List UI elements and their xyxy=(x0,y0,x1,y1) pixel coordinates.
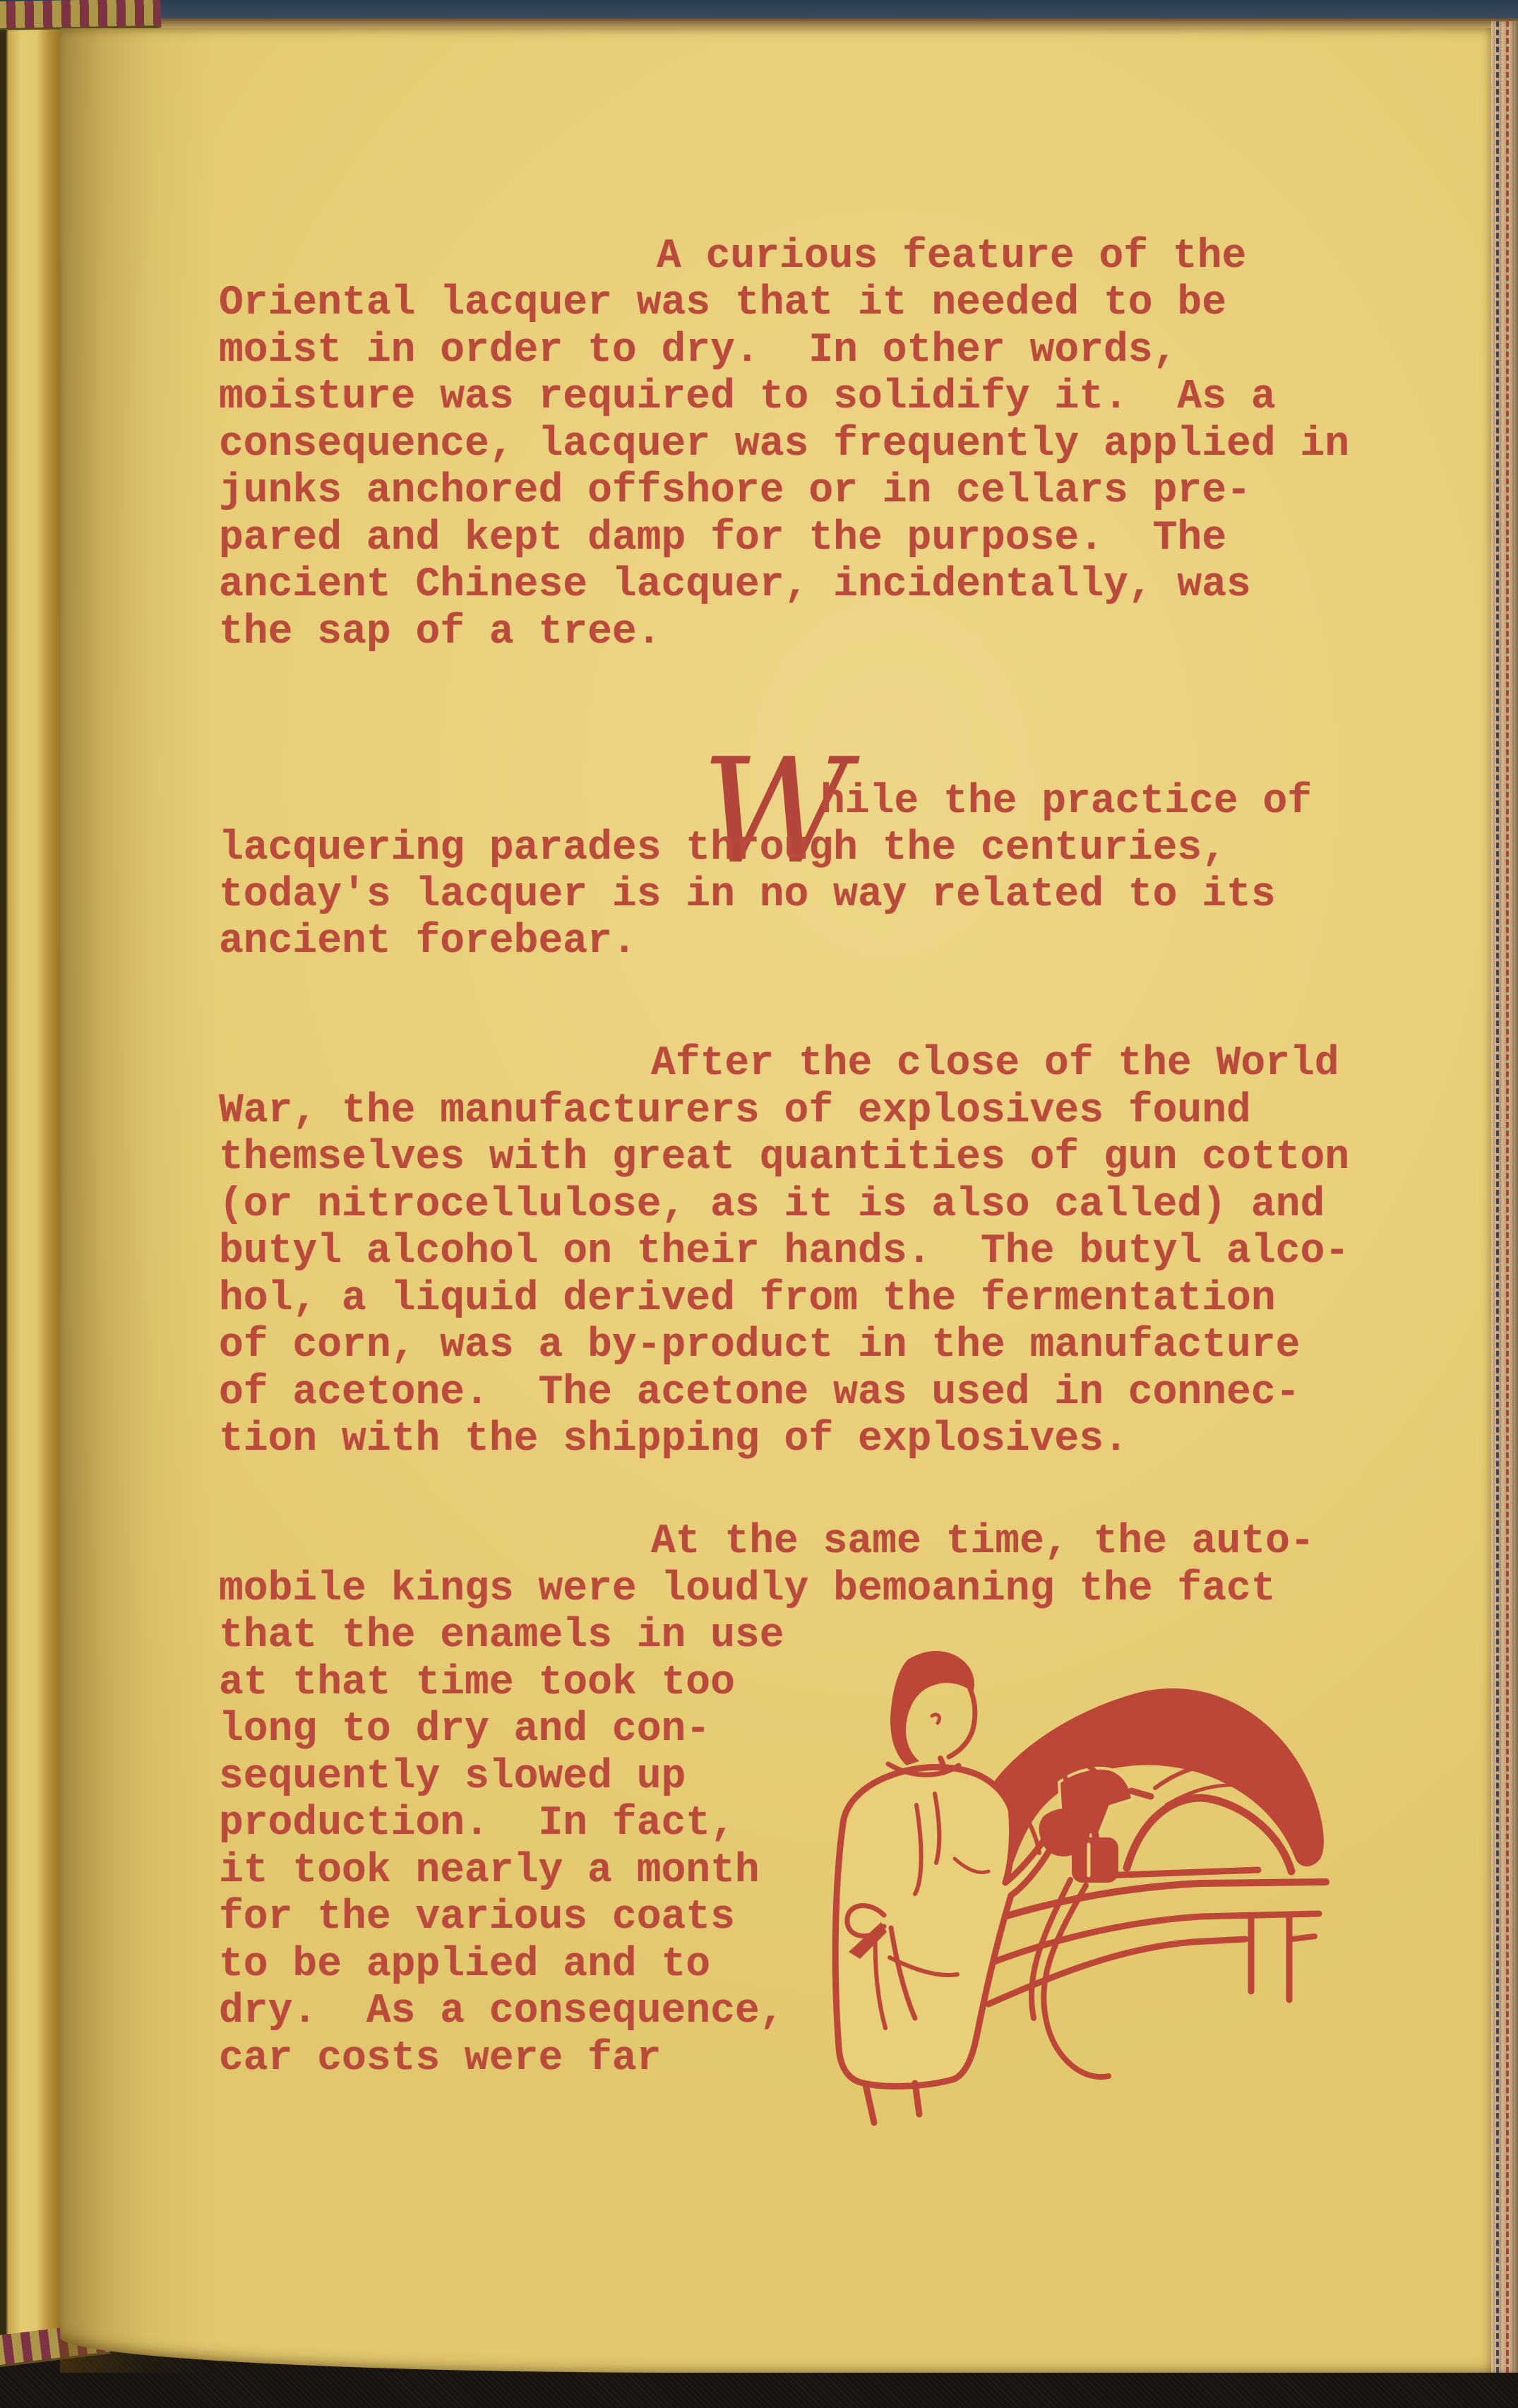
page-edge-stack xyxy=(1491,21,1518,2373)
typewritten-line: the sap of a tree. xyxy=(219,609,662,655)
page-edge-print-line xyxy=(1496,21,1499,2373)
typewritten-line: pared and kept damp for the purpose. The xyxy=(219,515,1227,561)
typewritten-line: themselves with great quantities of gun cotton xyxy=(219,1135,1350,1181)
typewritten-line: moisture was required to solidify it. As a xyxy=(219,374,1276,420)
typewritten-line: car costs were far xyxy=(219,2036,662,2082)
binding-gutter xyxy=(0,28,60,2346)
typewritten-line: at that time took too xyxy=(219,1660,735,1706)
typewritten-line: today's lacquer is in no way related to its xyxy=(219,872,1276,918)
typewritten-line: lacquering parades through the centuries, xyxy=(219,825,1227,871)
typewritten-line: sequently slowed up xyxy=(219,1754,686,1800)
typewritten-line: After the close of the World xyxy=(651,1041,1339,1087)
typewritten-line: hol, a liquid derived from the fermentation xyxy=(219,1276,1276,1322)
typewritten-line: it took nearly a month xyxy=(219,1848,760,1894)
headband-top xyxy=(0,0,161,30)
typewritten-line: dry. As a consequence, xyxy=(219,1989,784,2034)
painter-hand xyxy=(1039,1808,1090,1856)
typewritten-line: A curious feature of the xyxy=(657,234,1247,280)
typewritten-line: production. In fact, xyxy=(219,1801,735,1847)
typewritten-line: mobile kings were loudly bemoaning the fact xyxy=(219,1566,1276,1612)
typewritten-line: of corn, was a by-product in the manufacture xyxy=(219,1323,1301,1369)
typewritten-line: ancient forebear. xyxy=(219,919,637,965)
typewritten-line: hile the practice of xyxy=(820,779,1313,825)
typewritten-line: ancient Chinese lacquer, incidentally, was xyxy=(219,562,1251,608)
typewritten-line: Oriental lacquer was that it needed to be xyxy=(219,280,1227,326)
typewritten-line: tion with the shipping of explosives. xyxy=(219,1417,1128,1462)
dropcap-W: W xyxy=(701,728,850,896)
typewritten-line: that the enamels in use xyxy=(219,1613,784,1659)
typewritten-line: War, the manufacturers of explosives found xyxy=(219,1088,1251,1134)
typewritten-line: of acetone. The acetone was used in connec- xyxy=(219,1370,1301,1416)
spray-painter-illustration xyxy=(805,1624,1426,2133)
typewritten-line: to be applied and to xyxy=(219,1942,711,1988)
typewritten-line: consequence, lacquer was frequently applied in xyxy=(219,422,1350,467)
gutter-shadow xyxy=(60,28,215,2373)
page-edge-print-line xyxy=(1506,21,1509,2373)
typewritten-line: butyl alcohol on their hands. The butyl alco- xyxy=(219,1229,1350,1275)
typewritten-line: (or nitrocellulose, as it is also called) and xyxy=(219,1182,1325,1228)
typewritten-line: At the same time, the auto- xyxy=(651,1519,1315,1565)
typewritten-line: junks anchored offshore or in cellars pre- xyxy=(219,468,1251,514)
typewritten-line: long to dry and con- xyxy=(219,1707,711,1753)
typewritten-line: for the various coats xyxy=(219,1895,735,1941)
typewritten-line: moist in order to dry. In other words, xyxy=(219,328,1178,374)
